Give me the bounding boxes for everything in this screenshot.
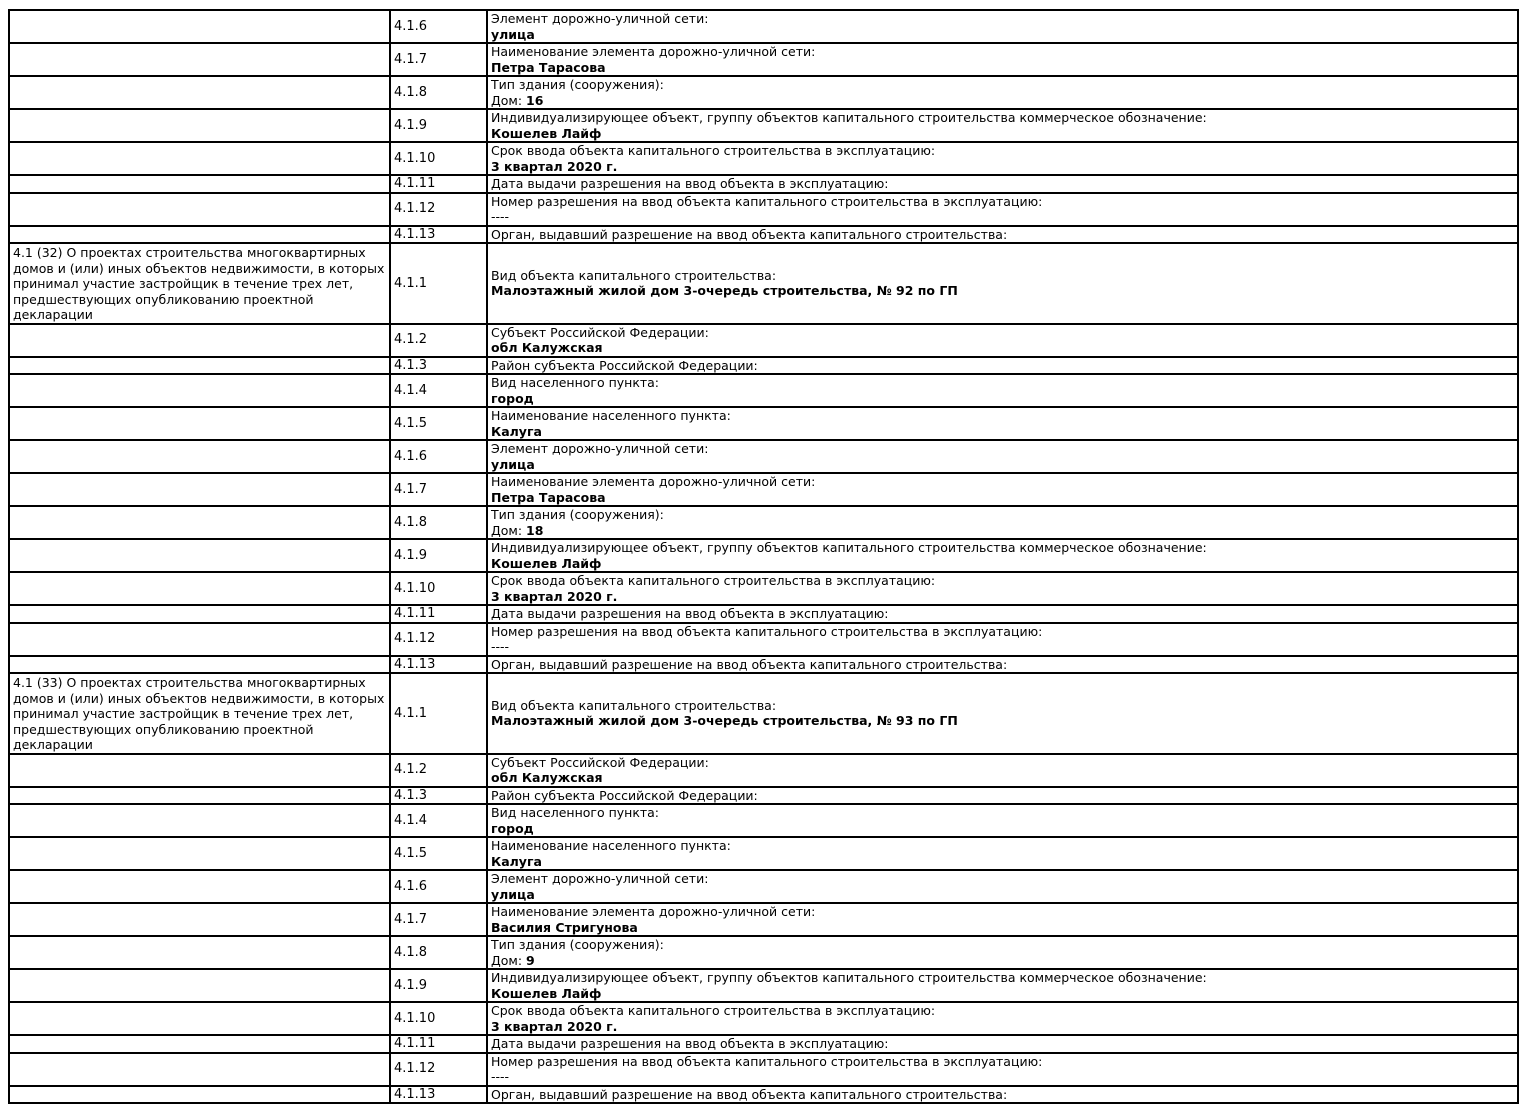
field-label: Срок ввода объекта капитального строительства в эксплуатацию:	[491, 573, 936, 588]
field-value-text: Малоэтажный жилой дом 3-очередь строительства, № 93 по ГП	[491, 713, 958, 729]
field-cell	[487, 506, 1518, 539]
table-row	[9, 787, 1518, 805]
table-row	[9, 969, 1518, 1002]
section-description-empty	[9, 1035, 390, 1053]
table-row	[9, 243, 1518, 324]
field-label: Наименование населенного пункта:	[491, 838, 731, 853]
table-row	[9, 1053, 1518, 1086]
field-value	[491, 556, 1514, 572]
row-number: 4.1.11	[390, 1035, 487, 1053]
field-label: Вид населенного пункта:	[491, 805, 660, 820]
field-cell	[487, 1086, 1518, 1104]
table-row	[9, 440, 1518, 473]
field-value-text: Петра Тарасова	[491, 489, 606, 505]
field-label: Индивидуализирующее объект, группу объектов капитального строительства коммерческое обозначение:	[491, 110, 1207, 125]
section-description: 4.1 (32) О проектах строительства многоквартирных домов и (или) иных объектов недвижимости, в которых принимал участие застройщик в течение трех лет, предшествующих опубликованию проектной декларации	[9, 243, 390, 324]
section-description-empty	[9, 605, 390, 623]
field-value	[491, 283, 1514, 299]
field-cell	[487, 473, 1518, 506]
row-number: 4.1.6	[390, 440, 487, 473]
field-value-text: Малоэтажный жилой дом 3-очередь строительства, № 92 по ГП	[491, 283, 958, 299]
field-value-text: улица	[491, 886, 535, 902]
field-value-text: 16	[526, 92, 544, 108]
table-row	[9, 43, 1518, 76]
row-number: 4.1.6	[390, 10, 487, 43]
section-description-empty	[9, 357, 390, 375]
row-number: 4.1.10	[390, 572, 487, 605]
field-value	[491, 209, 1514, 225]
section-description-empty	[9, 870, 390, 903]
field-label: Наименование элемента дорожно-уличной сети:	[491, 44, 816, 59]
section-description-empty	[9, 109, 390, 142]
field-value	[491, 713, 1514, 729]
section-description-empty	[9, 226, 390, 244]
section-description-empty	[9, 969, 390, 1002]
table-row	[9, 226, 1518, 244]
field-value-plain: ----	[491, 209, 510, 224]
field-value	[491, 770, 1514, 786]
row-number: 4.1.10	[390, 142, 487, 175]
section-description-empty	[9, 324, 390, 357]
field-label: Тип здания (сооружения):	[491, 507, 664, 522]
field-value-text: Калуга	[491, 423, 542, 439]
field-value-text: 3 квартал 2020 г.	[491, 588, 618, 604]
table-row	[9, 673, 1518, 754]
row-number: 4.1.1	[390, 673, 487, 754]
field-value-text: Петра Тарасова	[491, 59, 606, 75]
table-row	[9, 10, 1518, 43]
field-cell	[487, 324, 1518, 357]
section-description-empty	[9, 1053, 390, 1086]
field-value	[491, 821, 1514, 837]
row-number: 4.1.5	[390, 407, 487, 440]
row-number: 4.1.11	[390, 175, 487, 193]
row-number: 4.1.13	[390, 656, 487, 674]
section-description-empty	[9, 506, 390, 539]
field-cell	[487, 837, 1518, 870]
field-value	[491, 953, 1514, 969]
field-label: Вид объекта капитального строительства:	[491, 697, 777, 713]
field-cell	[487, 623, 1518, 656]
field-value-prefix: Дом:	[491, 522, 527, 538]
field-label: Номер разрешения на ввод объекта капитального строительства в эксплуатацию:	[491, 1053, 1043, 1069]
field-cell	[487, 76, 1518, 109]
field-cell	[487, 754, 1518, 787]
field-label: Номер разрешения на ввод объекта капитального строительства в эксплуатацию:	[491, 193, 1043, 209]
field-cell	[487, 969, 1518, 1002]
section-description-empty	[9, 837, 390, 870]
field-cell	[487, 572, 1518, 605]
field-label: Вид населенного пункта:	[491, 375, 660, 390]
row-number: 4.1.11	[390, 605, 487, 623]
row-number: 4.1.13	[390, 226, 487, 244]
row-number: 4.1.8	[390, 506, 487, 539]
table-row	[9, 109, 1518, 142]
section-description-empty	[9, 656, 390, 674]
field-cell	[487, 193, 1518, 226]
table-row	[9, 903, 1518, 936]
field-label: Субъект Российской Федерации:	[491, 324, 709, 340]
field-value-prefix: Дом:	[491, 952, 527, 968]
table-row	[9, 175, 1518, 193]
table-row	[9, 870, 1518, 903]
section-description-empty	[9, 572, 390, 605]
row-number: 4.1.5	[390, 837, 487, 870]
table-row	[9, 837, 1518, 870]
section-description-empty	[9, 43, 390, 76]
field-value-text: город	[491, 390, 534, 406]
field-cell	[487, 605, 1518, 623]
field-cell	[487, 142, 1518, 175]
field-cell	[487, 1002, 1518, 1035]
table-row	[9, 76, 1518, 109]
section-description-empty	[9, 473, 390, 506]
table-row	[9, 539, 1518, 572]
field-value-text: улица	[491, 456, 535, 472]
field-cell	[487, 407, 1518, 440]
section-description-empty	[9, 1086, 390, 1104]
table-row	[9, 506, 1518, 539]
table-row	[9, 1035, 1518, 1053]
section-description-empty	[9, 936, 390, 969]
field-value	[491, 27, 1514, 43]
field-cell	[487, 903, 1518, 936]
field-value	[491, 639, 1514, 655]
field-cell	[487, 1053, 1518, 1086]
field-value	[491, 986, 1514, 1002]
field-label: Дата выдачи разрешения на ввод объекта в эксплуатацию:	[491, 606, 889, 621]
table-row	[9, 374, 1518, 407]
field-value	[491, 93, 1514, 109]
field-label: Индивидуализирующее объект, группу объектов капитального строительства коммерческое обозначение:	[491, 970, 1207, 985]
field-label: Тип здания (сооружения):	[491, 77, 664, 92]
row-number: 4.1.9	[390, 539, 487, 572]
table-row	[9, 754, 1518, 787]
field-label: Дата выдачи разрешения на ввод объекта в эксплуатацию:	[491, 176, 889, 191]
table-row	[9, 623, 1518, 656]
row-number: 4.1.4	[390, 804, 487, 837]
section-description-empty	[9, 175, 390, 193]
field-label: Наименование элемента дорожно-уличной сети:	[491, 904, 816, 919]
field-cell	[487, 936, 1518, 969]
row-number: 4.1.12	[390, 623, 487, 656]
section-description-empty	[9, 903, 390, 936]
table-row	[9, 605, 1518, 623]
field-cell	[487, 1035, 1518, 1053]
section-description-empty	[9, 440, 390, 473]
field-value	[491, 424, 1514, 440]
section-description-empty	[9, 76, 390, 109]
field-label: Номер разрешения на ввод объекта капитального строительства в эксплуатацию:	[491, 623, 1043, 639]
row-number: 4.1.9	[390, 969, 487, 1002]
field-label: Срок ввода объекта капитального строительства в эксплуатацию:	[491, 143, 936, 158]
field-value-text: обл Калужская	[491, 340, 603, 355]
field-value-plain: ----	[491, 1069, 510, 1084]
field-value-text: город	[491, 820, 534, 836]
field-label: Орган, выдавший разрешение на ввод объекта капитального строительства:	[491, 1086, 1008, 1102]
field-value-text: 18	[526, 522, 544, 538]
field-label: Элемент дорожно-уличной сети:	[491, 441, 709, 456]
row-number: 4.1.13	[390, 1086, 487, 1104]
field-value-text: обл Калужская	[491, 770, 603, 785]
row-number: 4.1.7	[390, 43, 487, 76]
field-value	[491, 887, 1514, 903]
row-number: 4.1.7	[390, 473, 487, 506]
field-label: Орган, выдавший разрешение на ввод объекта капитального строительства:	[491, 226, 1008, 242]
row-number: 4.1.4	[390, 374, 487, 407]
field-label: Вид объекта капитального строительства:	[491, 267, 777, 283]
section-description-empty	[9, 1002, 390, 1035]
field-label: Наименование элемента дорожно-уличной сети:	[491, 474, 816, 489]
field-label: Элемент дорожно-уличной сети:	[491, 11, 709, 26]
field-value-text: Кошелев Лайф	[491, 985, 602, 1001]
field-value	[491, 1069, 1514, 1085]
table-row	[9, 1002, 1518, 1035]
row-number: 4.1.1	[390, 243, 487, 324]
field-cell	[487, 10, 1518, 43]
field-label: Район субъекта Российской Федерации:	[491, 357, 758, 373]
table-row	[9, 572, 1518, 605]
section-description-empty	[9, 804, 390, 837]
declaration-table-body	[9, 10, 1518, 1103]
field-value-text: Калуга	[491, 853, 542, 869]
field-value-text: Кошелев Лайф	[491, 125, 602, 141]
section-description-empty	[9, 374, 390, 407]
field-cell	[487, 440, 1518, 473]
field-label: Тип здания (сооружения):	[491, 937, 664, 952]
field-label: Дата выдачи разрешения на ввод объекта в эксплуатацию:	[491, 1036, 889, 1051]
section-description-empty	[9, 787, 390, 805]
field-value	[491, 126, 1514, 142]
row-number: 4.1.9	[390, 109, 487, 142]
row-number: 4.1.3	[390, 357, 487, 375]
field-cell	[487, 226, 1518, 244]
section-description-empty	[9, 193, 390, 226]
field-value	[491, 490, 1514, 506]
field-value	[491, 854, 1514, 870]
field-value-text: 9	[526, 952, 535, 968]
section-description-empty	[9, 623, 390, 656]
table-row	[9, 324, 1518, 357]
row-number: 4.1.7	[390, 903, 487, 936]
field-value-text: Василия Стригунова	[491, 919, 638, 935]
field-cell	[487, 656, 1518, 674]
field-value	[491, 920, 1514, 936]
field-value	[491, 60, 1514, 76]
field-cell	[487, 109, 1518, 142]
field-cell	[487, 539, 1518, 572]
row-number: 4.1.3	[390, 787, 487, 805]
field-cell	[487, 243, 1518, 324]
row-number: 4.1.12	[390, 1053, 487, 1086]
table-row	[9, 656, 1518, 674]
table-row	[9, 936, 1518, 969]
section-description: 4.1 (33) О проектах строительства многоквартирных домов и (или) иных объектов недвижимости, в которых принимал участие застройщик в течение трех лет, предшествующих опубликованию проектной декларации	[9, 673, 390, 754]
section-description-empty	[9, 407, 390, 440]
section-description-empty	[9, 539, 390, 572]
table-row	[9, 193, 1518, 226]
field-label: Орган, выдавший разрешение на ввод объекта капитального строительства:	[491, 656, 1008, 672]
field-value-plain: ----	[491, 639, 510, 654]
field-value-prefix: Дом:	[491, 92, 527, 108]
row-number: 4.1.2	[390, 324, 487, 357]
table-row	[9, 142, 1518, 175]
field-label: Субъект Российской Федерации:	[491, 754, 709, 770]
field-label: Индивидуализирующее объект, группу объектов капитального строительства коммерческое обозначение:	[491, 540, 1207, 555]
field-value	[491, 391, 1514, 407]
field-value	[491, 457, 1514, 473]
field-value	[491, 523, 1514, 539]
table-row	[9, 357, 1518, 375]
row-number: 4.1.8	[390, 76, 487, 109]
field-value	[491, 340, 1514, 356]
field-label: Срок ввода объекта капитального строительства в эксплуатацию:	[491, 1003, 936, 1018]
field-value	[491, 589, 1514, 605]
row-number: 4.1.10	[390, 1002, 487, 1035]
row-number: 4.1.12	[390, 193, 487, 226]
field-value-text: Кошелев Лайф	[491, 555, 602, 571]
field-label: Элемент дорожно-уличной сети:	[491, 871, 709, 886]
project-declaration-table	[8, 9, 1519, 1104]
field-cell	[487, 787, 1518, 805]
field-cell	[487, 804, 1518, 837]
table-row	[9, 1086, 1518, 1104]
field-cell	[487, 357, 1518, 375]
field-cell	[487, 43, 1518, 76]
field-cell	[487, 673, 1518, 754]
row-number: 4.1.6	[390, 870, 487, 903]
field-cell	[487, 175, 1518, 193]
field-value-text: улица	[491, 26, 535, 42]
field-cell	[487, 374, 1518, 407]
table-row	[9, 473, 1518, 506]
section-description-empty	[9, 754, 390, 787]
field-value	[491, 159, 1514, 175]
section-description-empty	[9, 142, 390, 175]
table-row	[9, 804, 1518, 837]
field-value-text: 3 квартал 2020 г.	[491, 1018, 618, 1034]
field-label: Наименование населенного пункта:	[491, 408, 731, 423]
table-row	[9, 407, 1518, 440]
row-number: 4.1.8	[390, 936, 487, 969]
field-label: Район субъекта Российской Федерации:	[491, 787, 758, 803]
field-cell	[487, 870, 1518, 903]
field-value	[491, 1019, 1514, 1035]
section-description-empty	[9, 10, 390, 43]
row-number: 4.1.2	[390, 754, 487, 787]
field-value-text: 3 квартал 2020 г.	[491, 158, 618, 174]
